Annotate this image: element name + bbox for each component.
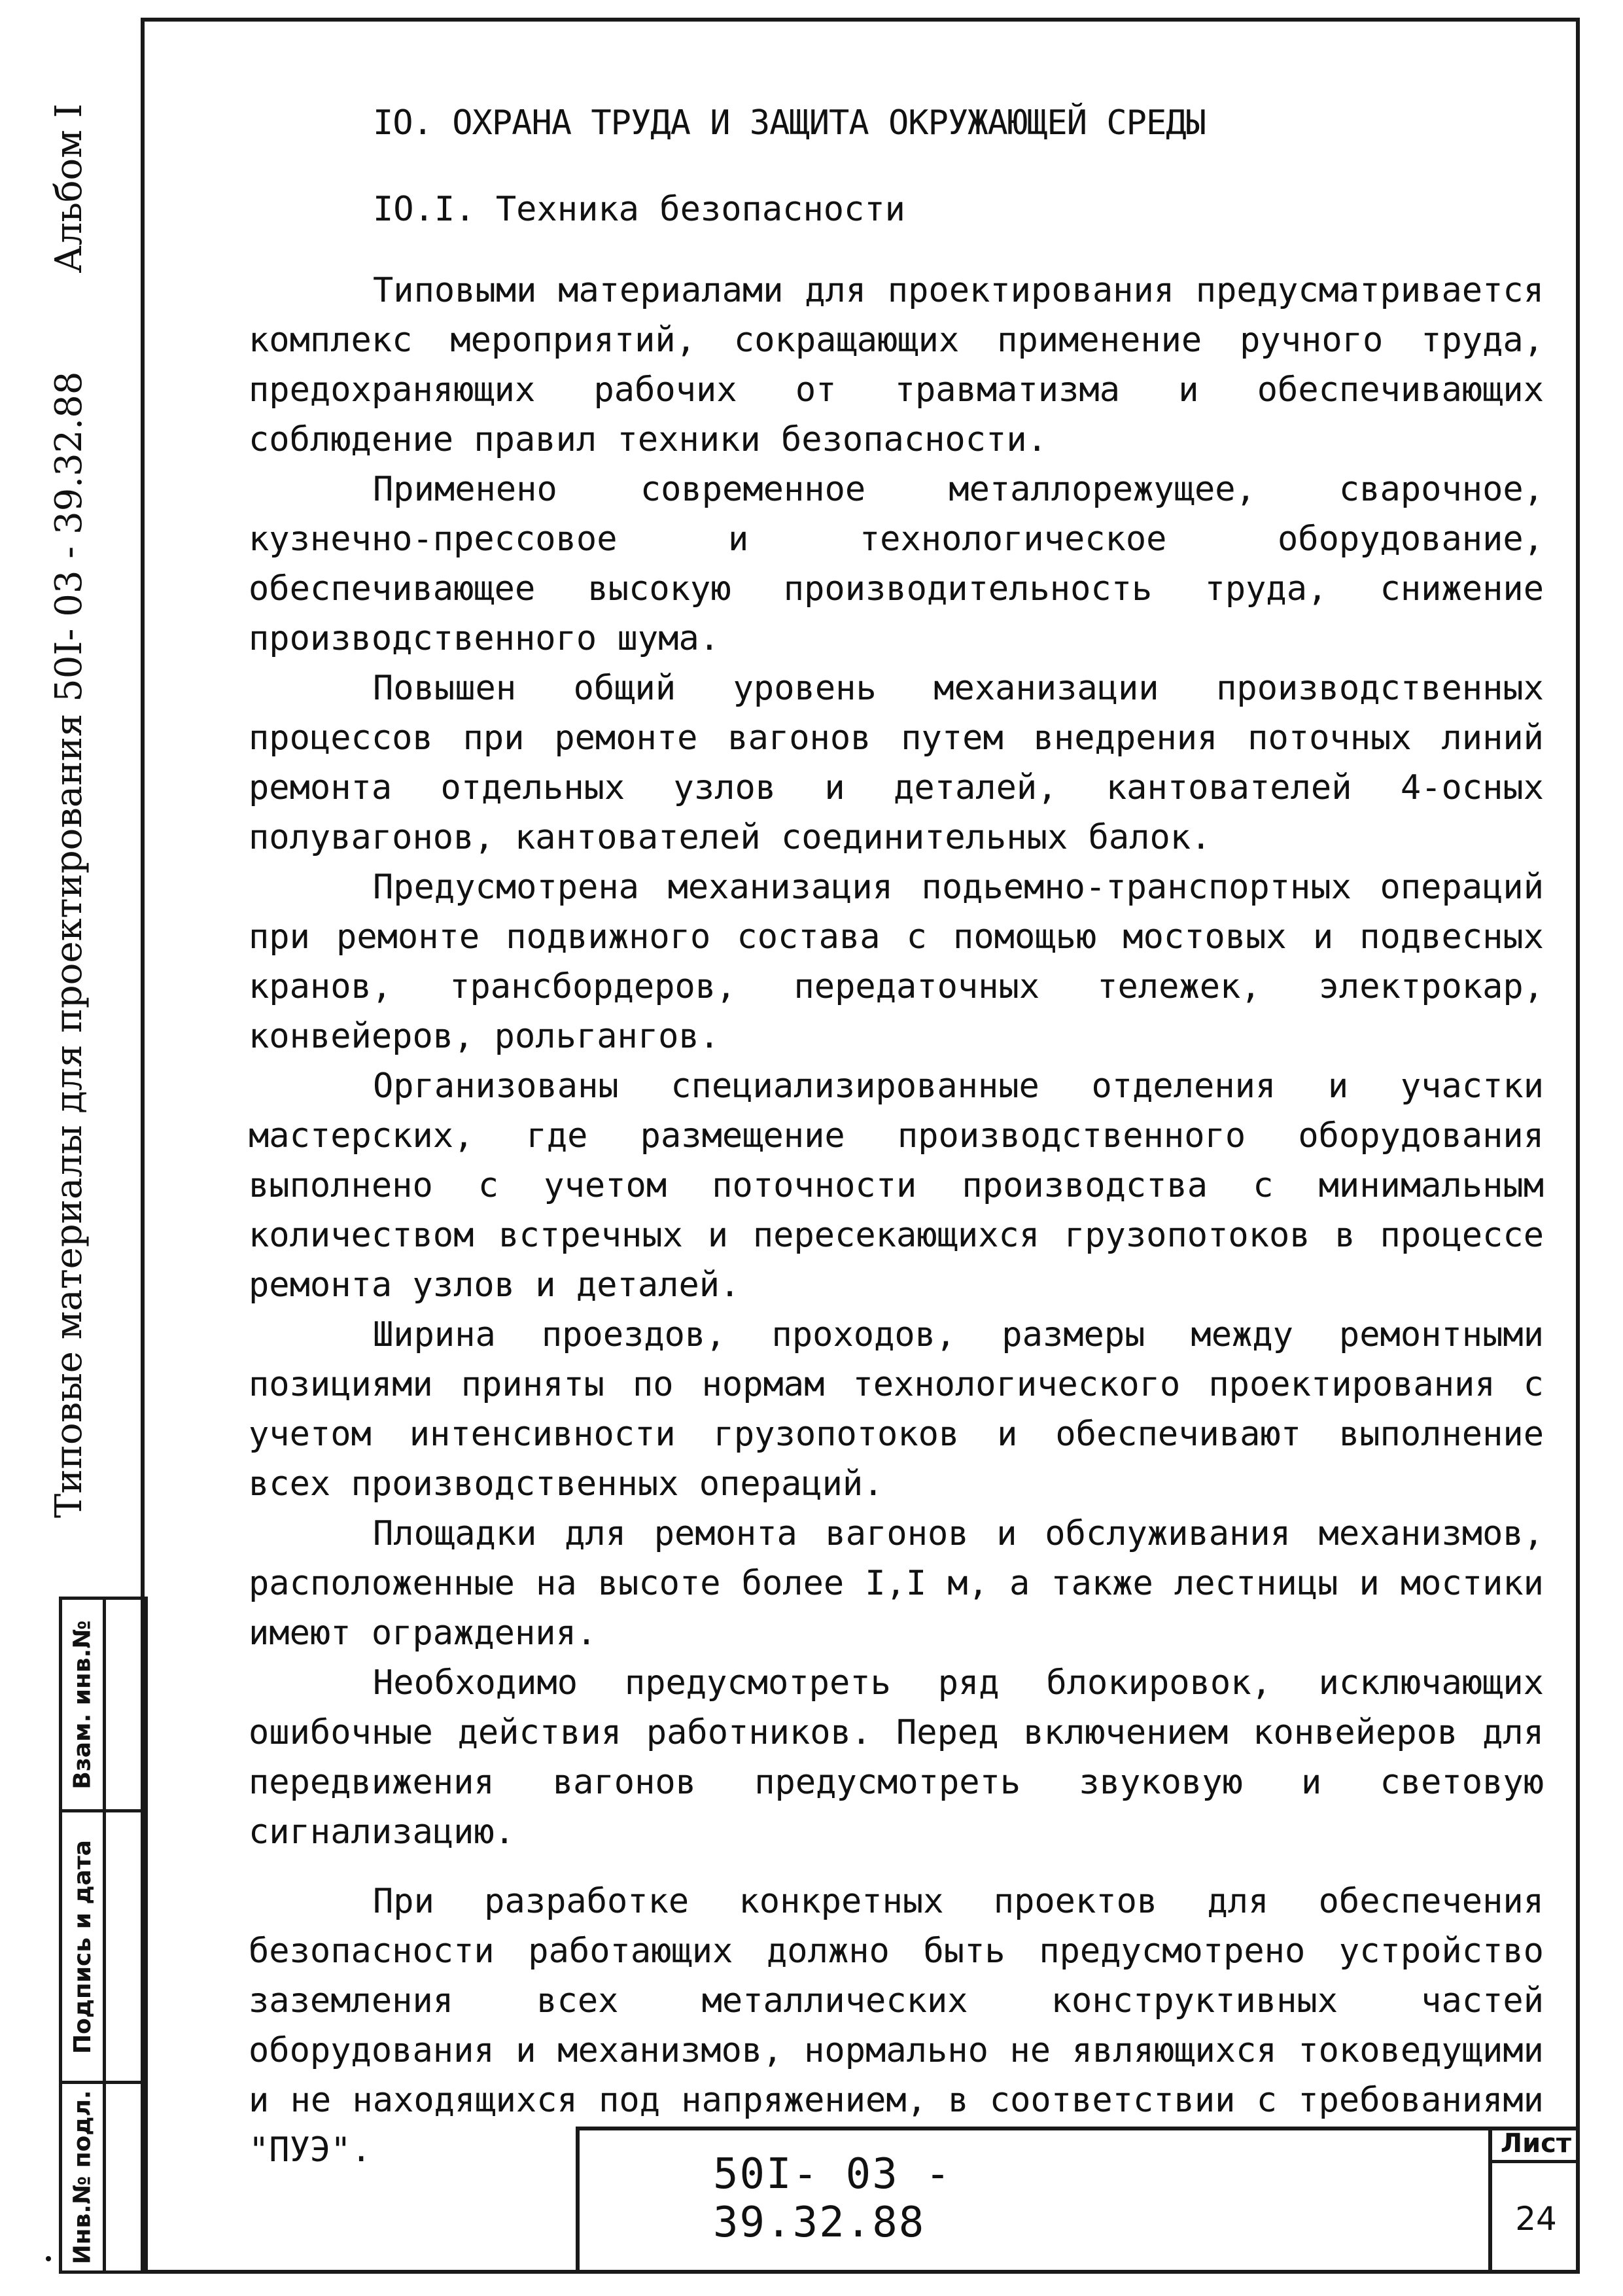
paragraph: Применено современное металлорежущее, сварочное, кузнечно-прессовое и технологическое оборудование, обеспечивающее высокую производительность труда, снижение производственного шума. <box>249 470 1544 658</box>
side-caption <box>20 103 118 1518</box>
paragraph: Необходимо предусмотреть ряд блокировок, исключающих ошибочные действия работников. Перед включением конвейеров для передвижения вагонов предусмотреть звуковую и световую сигнализацию. <box>249 1663 1544 1852</box>
stamp-label: Подпись и дата <box>69 1839 96 2054</box>
paragraph: Предусмотрена механизация подьемно-транспортных операций при ремонте подвижного состава с помощью мостовых и подвесных кранов, трансбордеров, передаточных тележек, электрокар, конвейеров, рольгангов. <box>249 868 1544 1056</box>
sheet-label: Лист <box>1492 2127 1580 2163</box>
stamp-label: Инв.№ подл. <box>69 2090 96 2265</box>
sheet-box <box>1488 2127 1580 2274</box>
paragraph: Организованы специализированные отделения и участки мастерских, где размещение производственного оборудования выполнено с учетом поточности производства с минимальным количеством встречных и пересекающихся грузопотоков в процессе ремонта узлов и деталей. <box>249 1067 1544 1305</box>
paragraph: Повышен общий уровень механизации производственных процессов при ремонте вагонов путем внедрения поточных линий ремонта отдельных узлов и деталей, кантователей 4-осных полувагонов, кантователей соединительных балок. <box>249 669 1544 857</box>
paragraph: Ширина проездов, проходов, размеры между ремонтными позициями приняты по нормам технологического проектирования с учетом интенсивности грузопотоков и обеспечивают выполнение всех производственных операций. <box>249 1315 1544 1504</box>
subsection-title: IO.I. Техника безопасности <box>373 190 905 229</box>
stamp-cell-signature <box>62 1812 103 2081</box>
document-body <box>249 98 1544 2175</box>
stamp-label: Взам. инв.№ <box>69 1619 96 1790</box>
document-code: 50I- 03 - 39.32.88 <box>713 2150 952 2247</box>
paragraph: Типовыми материалами для проектирования предусматривается комплекс мероприятий, сокращающих применение ручного труда, предохраняющих рабочих от травматизма и обеспечивающих соблюдение правил техники безопасности. <box>249 271 1544 459</box>
approval-stamp <box>59 1597 148 2274</box>
section-title: IO. ОХРАНА ТРУДА И ЗАЩИТА ОКРУЖАЮЩЕЙ СРЕДЫ <box>373 103 1206 143</box>
sheet-number: 24 <box>1515 2199 1557 2238</box>
paragraph: Площадки для ремонта вагонов и обслуживания механизмов, расположенные на высоте более I,I м, а также лестницы и мостики имеют ограждения. <box>249 1514 1544 1653</box>
margin-mark <box>46 2256 51 2261</box>
album-label: Альбом I <box>47 103 90 274</box>
side-caption-text: Типовые материалы для проектирования 50I- 03 - 39.32.88 <box>47 371 90 1518</box>
stamp-cell-inventory <box>62 2084 103 2270</box>
stamp-divider <box>103 1600 106 2270</box>
stamp-cell-replacement <box>62 1600 103 1809</box>
paragraph: При разработке конкретных проектов для обеспечения безопасности работающих должно быть предусмотрено устройство заземления всех металлических конструктивных частей оборудования и механизмов, нормально не являющихся токоведущими и не находящихся под напряжением, в соответствии с требованиями "ПУЭ". <box>249 1882 1544 2170</box>
